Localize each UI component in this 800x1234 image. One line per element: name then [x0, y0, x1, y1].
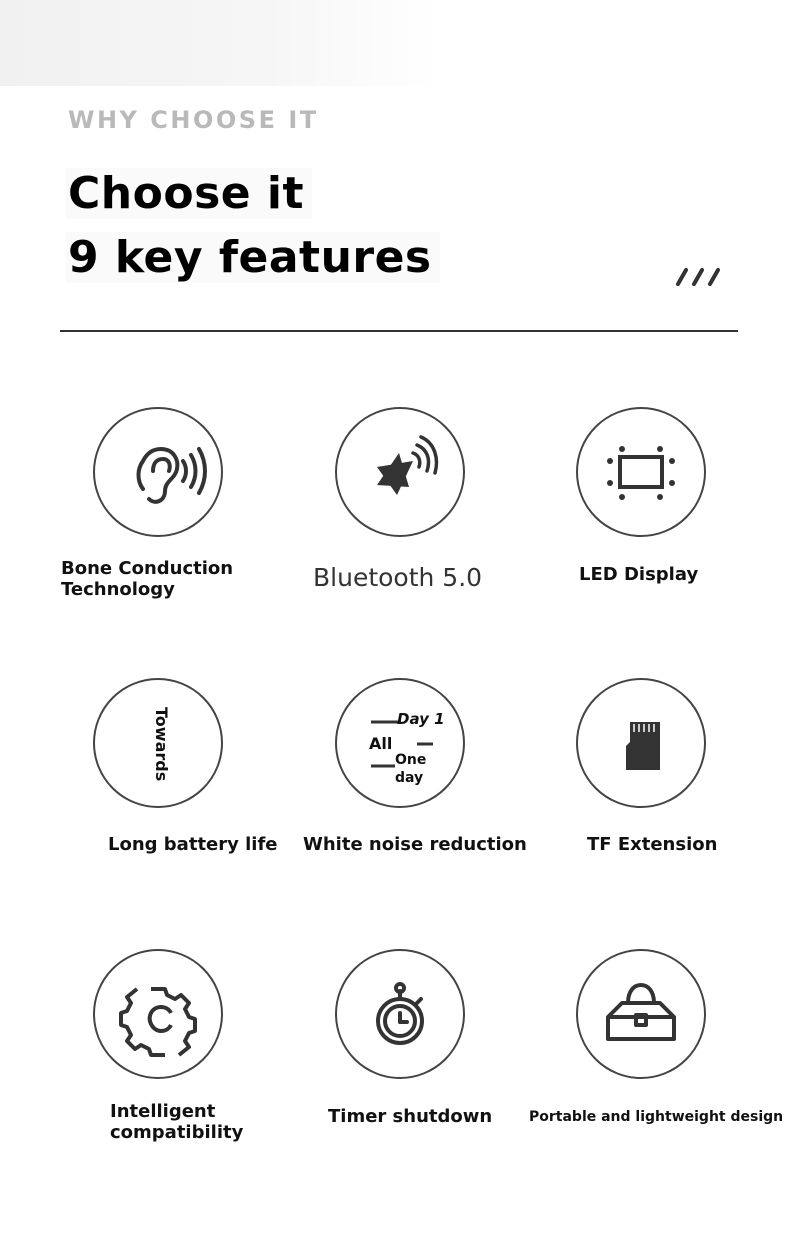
slashes-decoration — [672, 258, 728, 288]
feature-label-bone-conduction — [61, 558, 233, 600]
feature-label-portable: Portable and lightweight design — [529, 1109, 784, 1125]
feature-bluetooth-circle — [335, 407, 465, 537]
handbag-icon — [578, 951, 704, 1077]
feature-label-noise-reduction: White noise reduction — [303, 834, 527, 855]
feature-label-battery: Long battery life — [108, 834, 278, 855]
noise-tag-day: day — [395, 770, 424, 786]
feature-noise-reduction-circle — [335, 678, 465, 808]
feature-label-tf-extension: TF Extension — [587, 834, 718, 855]
section-eyebrow: WHY CHOOSE IT — [68, 106, 319, 134]
label-line-2: compatibility — [110, 1122, 244, 1143]
feature-tf-card-circle — [576, 678, 706, 808]
label-line-1: Intelligent — [110, 1101, 216, 1122]
noise-tag-all: All — [369, 734, 393, 753]
feature-bone-conduction-circle — [93, 407, 223, 537]
feature-label-led-display: LED Display — [579, 564, 699, 585]
feature-compatibility-circle — [93, 949, 223, 1079]
label-line-1: Bone Conduction — [61, 558, 234, 579]
feature-battery-circle — [93, 678, 223, 808]
header-divider — [60, 330, 738, 332]
noise-tag-day1: Day 1 — [397, 710, 445, 728]
battery-text-icon: Towards — [152, 706, 171, 782]
led-display-icon — [578, 409, 704, 535]
headline-line-2: 9 key features — [66, 232, 440, 283]
headline-line-1: Choose it — [66, 168, 312, 219]
feature-label-bluetooth: Bluetooth 5.0 — [313, 563, 483, 592]
feature-label-compatibility — [110, 1101, 243, 1143]
feature-timer-circle — [335, 949, 465, 1079]
ear-sound-icon — [95, 409, 221, 535]
top-band — [0, 0, 440, 86]
feature-portable-circle — [576, 949, 706, 1079]
stopwatch-icon — [337, 951, 463, 1077]
feature-led-display-circle — [576, 407, 706, 537]
noise-reduction-icon — [337, 680, 463, 806]
tf-card-icon — [578, 680, 704, 806]
bluetooth-icon — [337, 409, 463, 535]
label-line-2: Technology — [61, 579, 175, 600]
gear-c-icon — [95, 951, 221, 1077]
noise-tag-one: One — [395, 752, 427, 768]
feature-label-timer: Timer shutdown — [328, 1106, 493, 1127]
